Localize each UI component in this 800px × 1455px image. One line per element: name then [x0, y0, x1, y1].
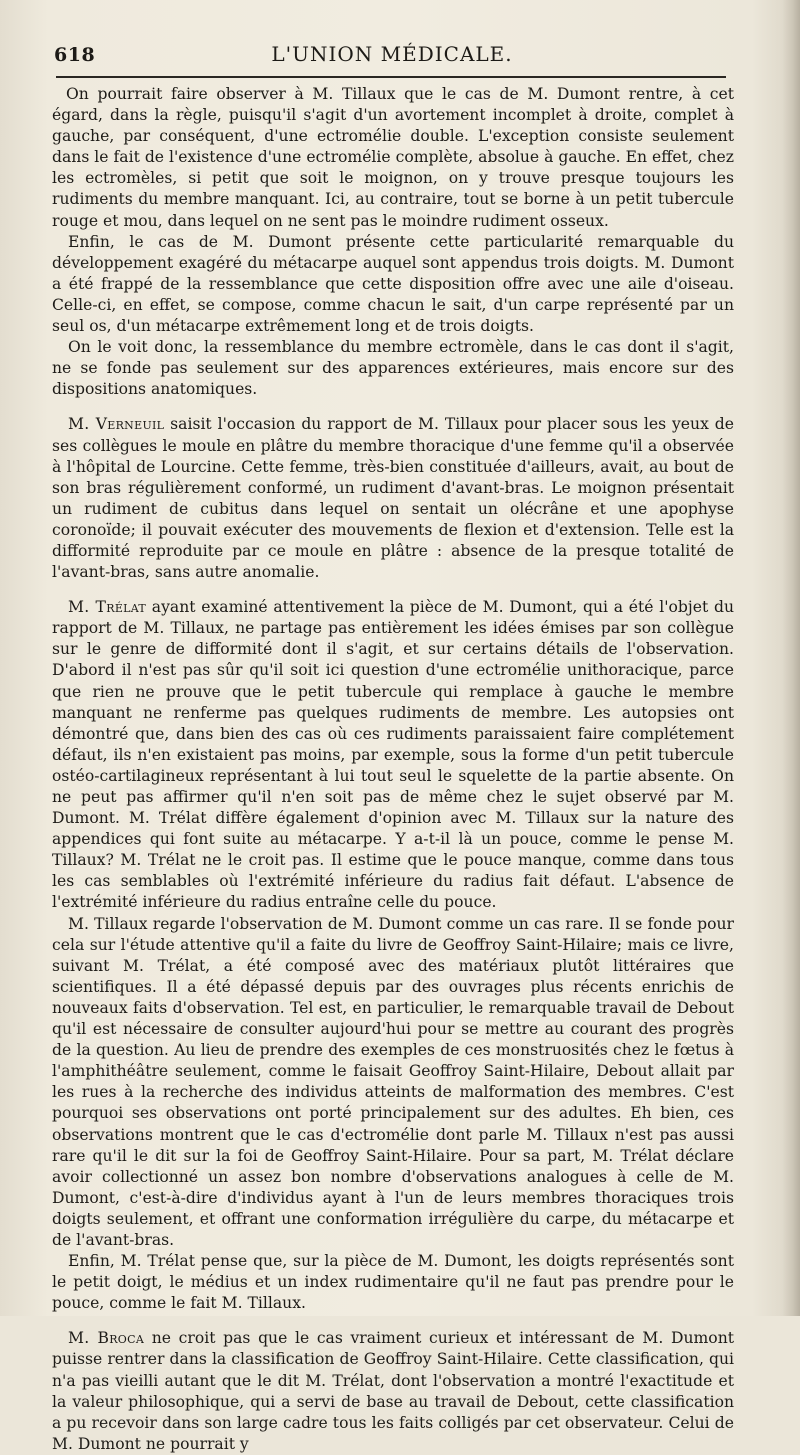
speaker-name: M. Trélat	[68, 598, 147, 617]
page-number: 618	[54, 44, 96, 66]
paragraph	[52, 597, 734, 913]
paragraph	[52, 414, 734, 583]
header-rule	[56, 76, 726, 78]
scan-page-edge	[782, 0, 800, 1316]
paragraph	[52, 914, 734, 1252]
speaker-name: M. Broca	[68, 1329, 145, 1348]
paragraph	[52, 337, 734, 400]
article-body	[52, 84, 734, 1455]
paragraph-text: Enfin, le cas de M. Dumont présente cette particularité remarquable du développement exagéré du métacarpe auquel sont appendus trois doigts. M. Dumont a été frappé de la ressemblance que cette disposition offre avec une aile d'oiseau. Celle-ci, en effet, se compose, comme chacun le sait, d'un carpe représenté par un seul os, d'un métacarpe extrêmement long et de trois doigts.	[52, 232, 734, 336]
paragraph-text: ne croit pas que le cas vraiment curieux et intéressant de M. Dumont puisse rentrer dans la classification de Geoffroy Saint-Hilaire. Cette classification, qui n'a pas vieilli autant que le dit M. Trélat, dont l'observation a montré l'exactitude et la valeur philosophique, qui a servi de base au travail de Debout, cette classification a pu recevoir dans son large cadre tous les faits colligés par cet observateur. Celui de M. Dumont ne pourrait y	[52, 1329, 734, 1453]
paragraph	[52, 1251, 734, 1314]
paragraph-text: saisit l'occasion du rapport de M. Tillaux pour placer sous les yeux de ses collègues le moule en plâtre du membre thoracique d'une femme qu'il a observée à l'hôpital de Lourcine. Cette femme, très-bien constituée d'ailleurs, avait, au bout de son bras régulièrement conformé, un rudiment d'avant-bras. Le moignon présentait un rudiment de cubitus dans lequel on sentait un olécrâne et une apophyse coronoïde; il pouvait exécuter des mouvements de flexion et d'extension. Telle est la difformité reproduite par ce moule en plâtre : absence de la presque totalité de l'avant-bras, sans autre anomalie.	[52, 415, 734, 582]
paragraph	[52, 84, 734, 232]
journal-title: L'UNION MÉDICALE.	[271, 42, 513, 66]
paragraph-text: On le voit donc, la ressemblance du membre ectromèle, dans le cas dont il s'agit, ne se fonde pas seulement sur des apparences extérieures, mais encore sur des dispositions anatomiques.	[52, 338, 734, 399]
paragraph-text: M. Tillaux regarde l'observation de M. Dumont comme un cas rare. Il se fonde pour cela sur l'étude attentive qu'il a faite du livre de Geoffroy Saint-Hilaire; mais ce livre, suivant M. Trélat, a été composé avec des matériaux plutôt littéraires que scientifiques. Il a été dépassé depuis par des ouvrages plus récents enrichis de nouveaux faits d'observation. Tel est, en particulier, le remarquable travail de Debout qu'il est nécessaire de consulter aujourd'hui pour se mettre au courant des progrès de la question. Au lieu de prendre des exemples de ces monstruosités chez le fœtus à l'amphithéâtre seulement, comme le faisait Geoffroy Saint-Hilaire, Debout allait par les rues à la recherche des individus atteints de malformation des membres. C'est pourquoi ses observations ont porté principalement sur des adultes. Eh bien, ces observations montrent que le cas d'ectromélie dont parle M. Tillaux n'est pas aussi rare qu'il le dit sur la foi de Geoffroy Saint-Hilaire. Pour sa part, M. Trélat déclare avoir collectionné un assez bon nombre d'observations analogues à celle de M. Dumont, c'est-à-dire d'individus ayant à l'un de leurs membres thoraciques trois doigts seulement, et offrant une conformation irrégulière du carpe, du métacarpe et de l'avant-bras.	[52, 914, 734, 1249]
paragraph	[52, 1328, 734, 1455]
paragraph-text: ayant examiné attentivement la pièce de M. Dumont, qui a été l'objet du rapport de M. Tillaux, ne partage pas entièrement les idées émises par son collègue sur le genre de difformité dont il s'agit, et sur certains détails de l'observation. D'abord il n'est pas sûr qu'il soit ici question d'une ectromélie unithoracique, parce que rien ne prouve que le petit tubercule qui remplace à gauche le membre manquant ne renferme pas quelques rudiments de membre. Les autopsies ont démontré que, dans bien des cas où ces rudiments paraissaient faire complétement défaut, ils n'en existaient pas moins, par exemple, sous la forme d'un petit tubercule ostéo-cartilagineux représentant à lui tout seul le squelette de la partie absente. On ne peut pas affirmer qu'il n'en soit pas de même chez le sujet observé par M. Dumont. M. Trélat diffère également d'opinion avec M. Tillaux sur la nature des appendices qui font suite au métacarpe. Y a-t-il là un pouce, comme le pense M. Tillaux? M. Trélat ne le croit pas. Il estime que le pouce manque, comme dans tous les cas semblables où l'extrémité inférieure du radius fait défaut. L'absence de l'extrémité inférieure du radius entraîne celle du pouce.	[52, 598, 734, 912]
paragraph-text: Enfin, M. Trélat pense que, sur la pièce de M. Dumont, les doigts représentés sont le petit doigt, le médius et un index rudimentaire qu'il ne faut pas prendre pour le pouce, comme le fait M. Tillaux.	[52, 1252, 734, 1313]
page-header	[54, 38, 730, 72]
paragraph	[52, 232, 734, 337]
speaker-name: M. Verneuil	[68, 415, 165, 434]
paragraph-text: On pourrait faire observer à M. Tillaux que le cas de M. Dumont rentre, à cet égard, dans la règle, puisqu'il s'agit d'un avortement incomplet à droite, complet à gauche, par conséquent, d'une ectromélie double. L'exception consiste seulement dans le fait de l'existence d'une ectromélie complète, absolue à gauche. En effet, chez les ectromèles, si petit que soit le moignon, on y trouve presque toujours les rudiments du membre manquant. Ici, au contraire, tout se borne à un petit tubercule rouge et mou, dans lequel on ne sent pas le moindre rudiment osseux.	[52, 85, 734, 230]
